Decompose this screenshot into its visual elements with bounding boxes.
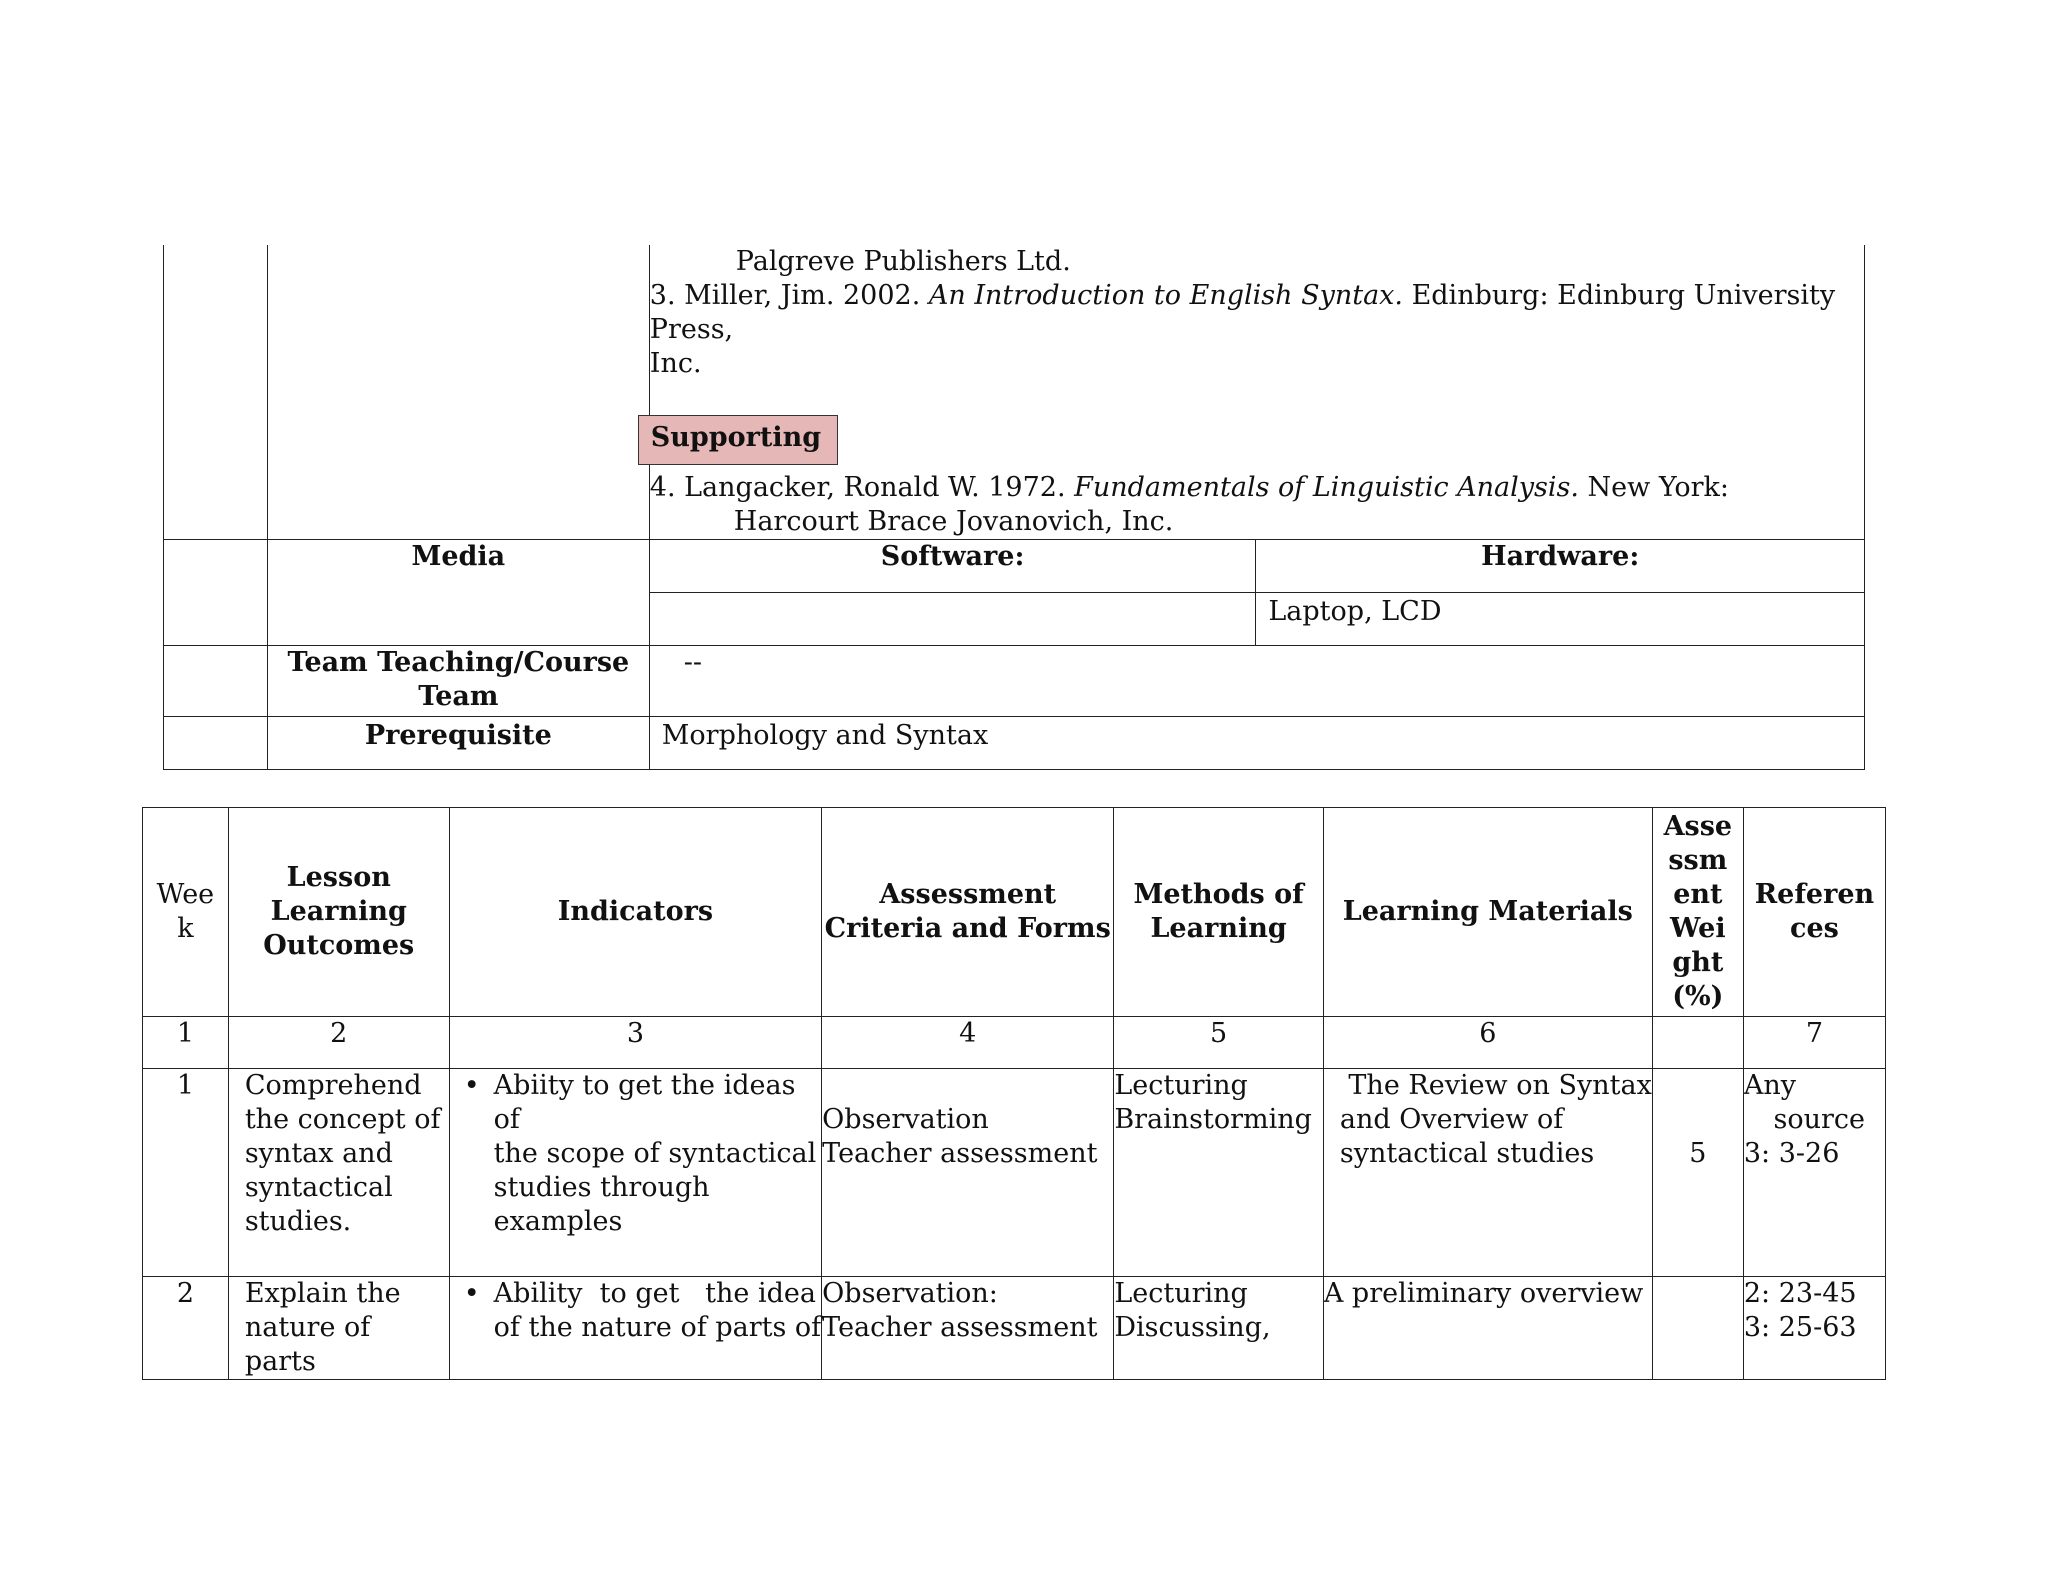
header-indicators: Indicators <box>449 808 821 1017</box>
week-number: 1 <box>143 1069 229 1277</box>
column-number: 5 <box>1114 1017 1324 1069</box>
table-row <box>143 1069 1886 1277</box>
team-teaching-label: Team Teaching/Course Team <box>267 646 649 717</box>
table-row <box>143 1277 1886 1380</box>
hardware-label: Hardware: <box>1256 540 1865 593</box>
reference-3-continued: Inc. <box>649 348 702 379</box>
hardware-value: Laptop, LCD <box>1256 593 1865 646</box>
learning-materials: The Review on Syntax and Overview of syntactical studies <box>1323 1069 1652 1277</box>
references-cell <box>649 245 1864 540</box>
column-number: 7 <box>1743 1017 1885 1069</box>
week-number: 2 <box>143 1277 229 1380</box>
methods-of-learning: Lecturing Discussing, <box>1114 1277 1324 1380</box>
supporting-label: Supporting <box>638 415 838 465</box>
reference-4-continued: Harcourt Brace Jovanovich, Inc. <box>733 506 1174 537</box>
column-number: 1 <box>143 1017 229 1069</box>
assessment-weight: 5 <box>1652 1069 1743 1277</box>
header-references: Referen ces <box>1743 808 1885 1017</box>
header-learning-materials: Learning Materials <box>1323 808 1652 1017</box>
references: 2: 23-45 3: 25-63 <box>1743 1277 1885 1380</box>
software-value <box>649 593 1256 646</box>
header-row <box>143 808 1886 1017</box>
header-week: Wee k <box>143 808 229 1017</box>
bullet-marker: • <box>463 1070 480 1101</box>
assessment-criteria: Observation: Teacher assessment <box>822 1277 1114 1380</box>
team-teaching-value: -- <box>649 646 1864 717</box>
header-assessment-weight: Asse ssm ent Wei ght (%) <box>1652 808 1743 1017</box>
reference-4: 4. Langacker, Ronald W. 1972. Fundamentals of Linguistic Analysis. New York: <box>649 472 1729 503</box>
prerequisite-value: Morphology and Syntax <box>649 717 1864 770</box>
column-number <box>1652 1017 1743 1069</box>
assessment-weight <box>1652 1277 1743 1380</box>
course-info-table <box>163 245 1865 770</box>
blank-cell <box>164 717 268 770</box>
media-label: Media <box>267 540 649 646</box>
column-number: 6 <box>1323 1017 1652 1069</box>
methods-of-learning: Lecturing Brainstorming <box>1114 1069 1324 1277</box>
column-number-row <box>143 1017 1886 1069</box>
header-learning-outcomes: Lesson Learning Outcomes <box>228 808 449 1017</box>
header-methods: Methods of Learning <box>1114 808 1324 1017</box>
indicator: • Abiity to get the ideas of the scope of syntactical studies through examples <box>449 1069 821 1277</box>
header-assessment-criteria: Assessment Criteria and Forms <box>822 808 1114 1017</box>
prerequisite-label: Prerequisite <box>267 717 649 770</box>
software-label: Software: <box>649 540 1256 593</box>
references: Any source 3: 3-26 <box>1743 1069 1885 1277</box>
blank-cell <box>164 245 268 540</box>
weekly-plan-table <box>142 807 1886 1380</box>
ref-publisher-line: Palgreve Publishers Ltd. <box>735 246 1071 277</box>
blank-cell <box>267 245 649 540</box>
assessment-criteria: Observation Teacher assessment <box>822 1069 1114 1277</box>
indicator: • Ability to get the idea of the nature of parts of <box>449 1277 821 1380</box>
blank-cell <box>164 540 268 646</box>
learning-outcome: Comprehend the concept of syntax and syntactical studies. <box>228 1069 449 1277</box>
column-number: 4 <box>822 1017 1114 1069</box>
blank-cell <box>164 646 268 717</box>
column-number: 3 <box>449 1017 821 1069</box>
learning-outcome: Explain the nature of parts <box>228 1277 449 1380</box>
bullet-marker: • <box>463 1278 480 1309</box>
reference-3: 3. Miller, Jim. 2002. An Introduction to English Syntax. Edinburg: Edinburg University Press, <box>649 280 1836 345</box>
column-number: 2 <box>228 1017 449 1069</box>
learning-materials: A preliminary overview <box>1323 1277 1652 1380</box>
